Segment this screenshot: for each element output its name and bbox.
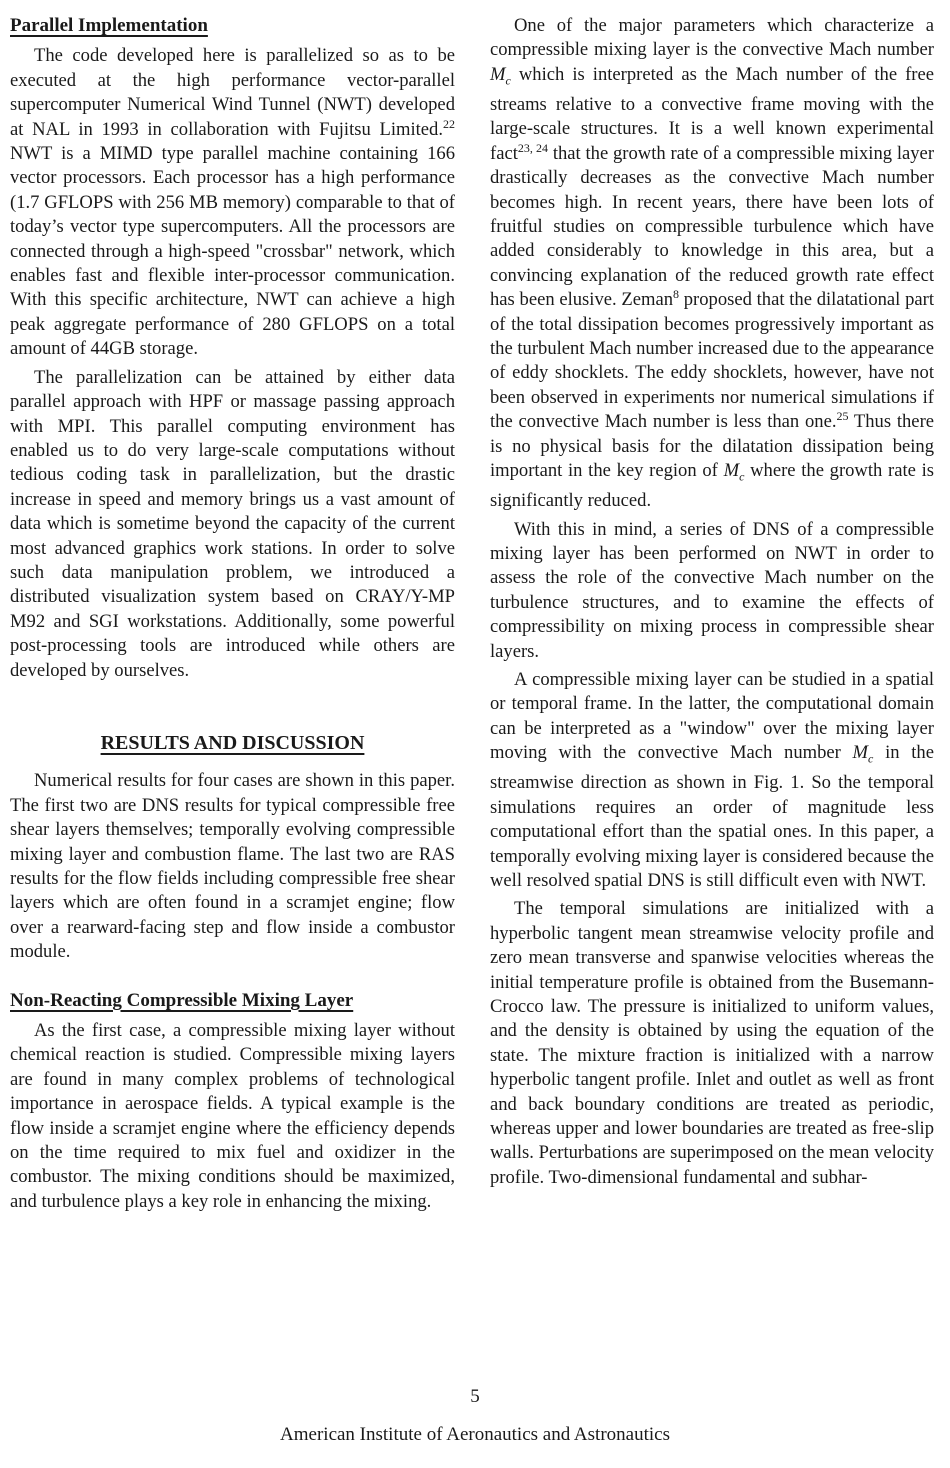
- paragraph-dns-series: With this in mind, a series of DNS of a compressible mixing layer has been performed on NWT in order to assess the role of the convective Mach number on the turbulence structures, and to examine the effects of compressibility on mixing process in compressible shear layers.: [490, 518, 934, 662]
- left-column: [10, 14, 455, 1218]
- mc-symbol: [723, 460, 745, 484]
- text: which is interpreted as the Mach number of the free streams relative to a convective frame moving with the large-scale structures. It is a well known experimental fact: [490, 63, 934, 164]
- mc-symbol: [852, 742, 874, 766]
- paragraph-initialization: The temporal simulations are initialized with a hyperbolic tangent mean streamwise velocity profile and zero mean transverse and spanwise velocities whereas the initial temperature profile is obtained from the Busemann-Crocco law. The pressure is initialized to uniform values, and the density is obtained by using the equation of the state. The mixture fraction is initialized with a narrow hyperbolic tangent profile. Inlet and outlet as well as front and back boundary conditions are treated as periodic, whereas upper and lower boundaries are treated as free-slip walls. Perturbations are superimposed on the mean velocity profile. Two-dimensional fundamental and subhar-: [490, 898, 934, 1188]
- citation: 8: [673, 287, 680, 301]
- results-heading-text: RESULTS AND DISCUSSION: [100, 731, 365, 754]
- parallel-implementation-heading: Parallel Implementation: [10, 15, 208, 36]
- paragraph-parallel-2: The parallelization can be attained by either data parallel approach with HPF or massage passing approach with MPI. This parallel computing environment has enabled us to do very large-scale computations without tedious coding task in parallelization, but the drastic increase in speed and memory brings us a vast amount of data which is sometime beyond the capacity of the current most advanced graphics work stations. In order to solve such data manipulation problem, we introduced a distributed visualization system based on CRAY/Y-MP M92 and SGI workstations. Additionally, some powerful post-processing tools are introduced while others are developed by ourselves.: [10, 366, 455, 681]
- text: in the streamwise direction as shown in Fig. 1. So the temporal simulations requires an order of magnitude less computational effort than the spatial ones. In this paper, a temporally evolving mixing layer is considered because the well resolved spatial DNS is still difficult even with NWT.: [490, 742, 934, 891]
- paragraph-nonreacting-1: As the first case, a compressible mixing layer without chemical reaction is studied. Compressible mixing layers are found in many complex problems of technological importance in aerospace fields. A typical example is the flow inside a scramjet engine where the efficiency depends on the time required to mix fuel and oxidizer in the combustor. The mixing conditions should be maximized, and turbulence plays a key role in enhancing the mixing.: [10, 1020, 455, 1212]
- math-sub-c: c: [505, 73, 511, 88]
- paragraph-parallel-1: [10, 44, 455, 361]
- math-m: M: [723, 460, 740, 482]
- results-section-heading: [10, 731, 455, 755]
- math-sub-c: c: [868, 751, 874, 766]
- math-m: M: [852, 742, 869, 764]
- text: Thus there is no physical basis for the dilatation dissipation being important in the key region of: [490, 411, 935, 482]
- paragraph-temporal-frame: [490, 668, 934, 893]
- non-reacting-heading: Non-Reacting Compressible Mixing Layer: [10, 989, 354, 1011]
- mc-symbol: [490, 63, 511, 88]
- page-number: 5: [470, 1386, 480, 1407]
- text: where the growth rate is significantly reduced.: [490, 460, 935, 512]
- text: proposed that the dilatational part of the total dissipation becomes progressively important as the turbulent Mach number increased due to the appearance of eddy shocklets. The eddy shocklets, however, have not been observed in experiments nor numerical simulations if the convective Mach number is less than one.: [490, 289, 934, 433]
- math-sub-c: c: [739, 469, 745, 484]
- right-column: [490, 14, 934, 1194]
- math-m: M: [490, 63, 506, 85]
- paragraph-results-1: Numerical results for four cases are shown in this paper. The first two are DNS results for typical compressible free shear layers themselves; temporally evolving compressible mixing layer and combustion flame. The last two are RAS results for the flow fields including compressible free shear layers which are often found in a scramjet engine; flow over a rearward-facing step and flow inside a combustor module.: [10, 770, 455, 963]
- text: that the growth rate of a compressible mixing layer drastically decreases as the convective Mach number becomes high. In recent years, there have been lots of fruitful studies on compressible turbulence which have added considerably to knowledge in this area, but a convincing explanation of the reduced growth rate effect has been elusive. Zeman: [490, 142, 935, 311]
- citation: 23, 24: [517, 140, 549, 155]
- citation: 25: [836, 409, 849, 424]
- paragraph-convective-mach: [490, 14, 934, 514]
- text: A compressible mixing layer can be studied in a spatial or temporal frame. In the latter, the computational domain can be interpreted as a "window" over the mixing layer moving with the convective Mach number: [490, 669, 934, 764]
- text: NWT is a MIMD type parallel machine containing 166 vector processors. Each processor has a high performance (1.7 GFLOPS with 256 MB memory) comparable to that of today’s vector type supercomputers. All the processors are connected through a high-speed "crossbar" network, which enables fast and flexible inter-processor communication. With this specific architecture, NWT can achieve a high peak aggregate performance of 280 GFLOPS on a total amount of 44GB storage.: [10, 143, 455, 360]
- citation: 22: [443, 116, 455, 131]
- text: One of the major parameters which characterize a compressible mixing layer is the convective Mach number: [490, 15, 934, 61]
- page-footer: American Institute of Aeronautics and Astronautics: [280, 1424, 670, 1445]
- text: The code developed here is parallelized so as to be executed at the high performance vector-parallel supercomputer Numerical Wind Tunnel (NWT) developed at NAL in 1993 in collaboration with Fujitsu Limited.: [10, 45, 455, 140]
